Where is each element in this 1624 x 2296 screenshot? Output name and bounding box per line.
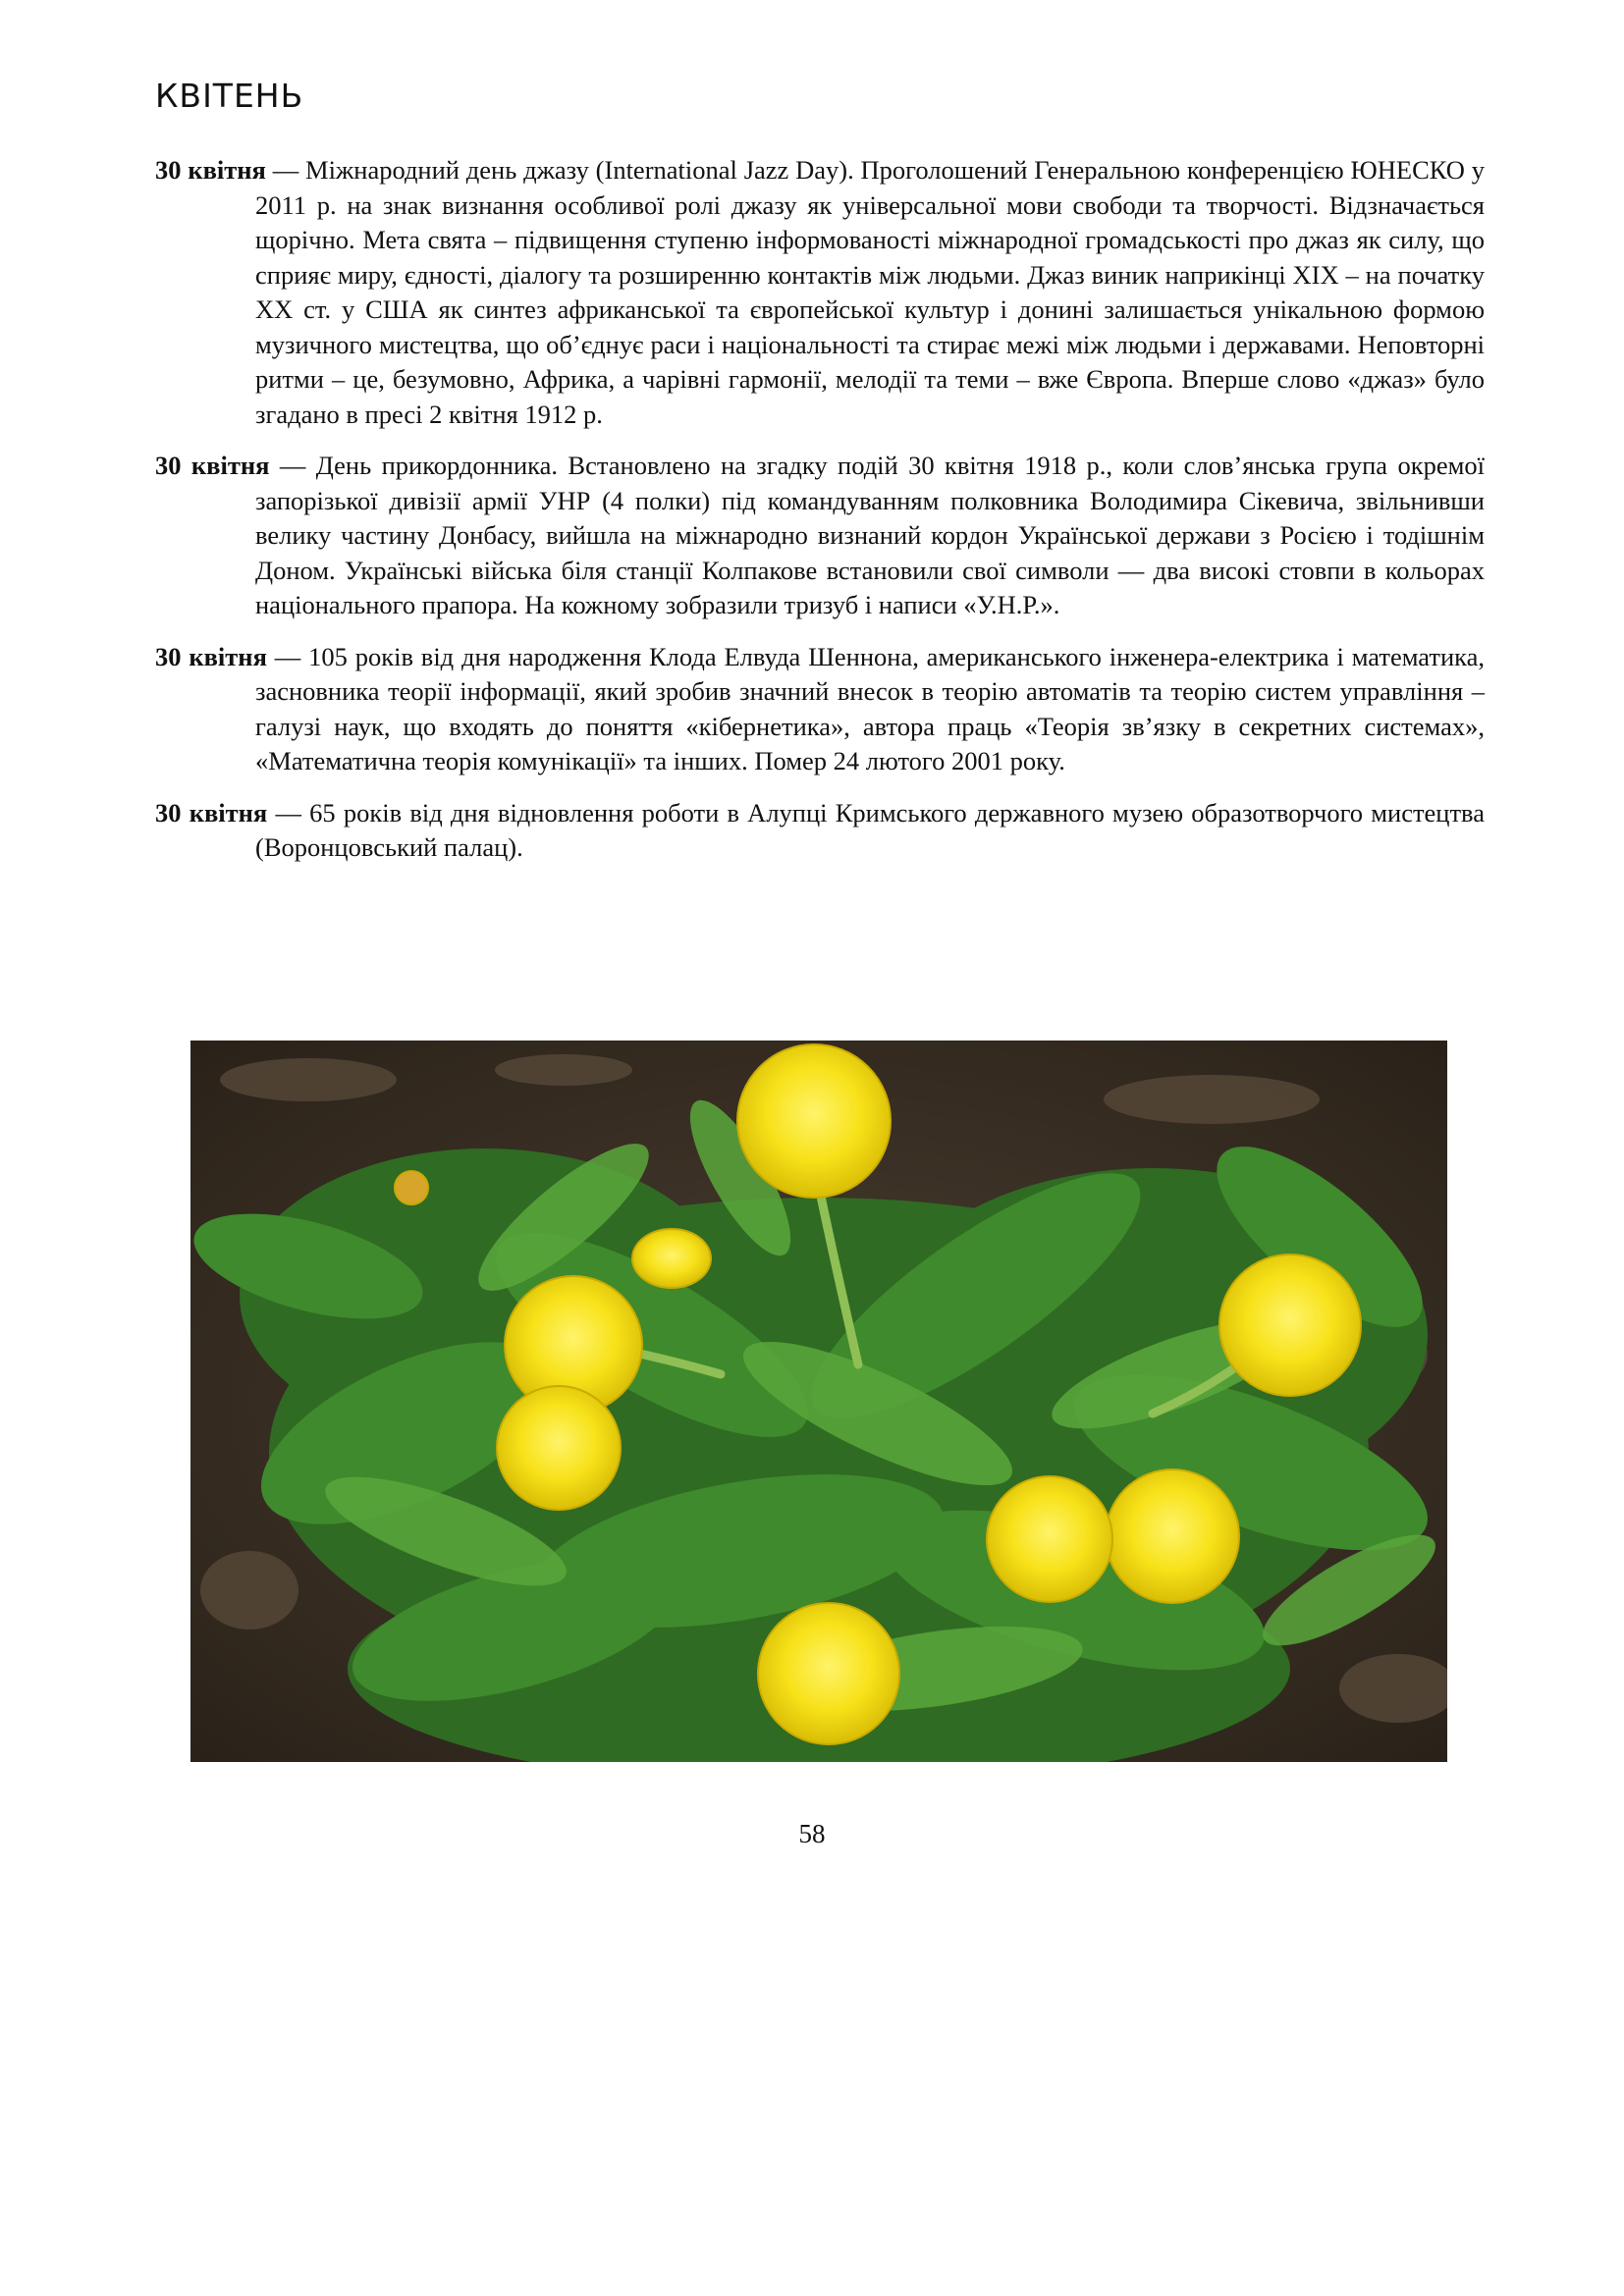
page-number: 58 — [798, 1819, 826, 1848]
page-heading: КВІТЕНЬ — [155, 77, 304, 115]
entry-text: — День прикордонника. Встановлено на згадку подій 30 квітня 1918 р., коли слов’янська група окремої запорізької дивізії армії УНР (4 полки) під командуванням полковника Володимира Сікевича, звільнивши велику частину Донбасу, вийшла на міжнародно визнаний кордон Української держави з Росією і тодішнім Доном. Українські війська біля станції Колпакове встановили свої символи — два високі стовпи в кольорах національного прапора. На кожному зобразили тризуб і написи «У.Н.Р.». — [255, 451, 1485, 619]
entry-date: 30 квітня — [155, 797, 268, 828]
entry-jazz-day — [155, 153, 1485, 432]
entries-list — [155, 153, 1485, 882]
dandelions-photo-drawing — [190, 1041, 1447, 1762]
dandelions-photo — [190, 1041, 1447, 1762]
entry-date: 30 квітня — [155, 641, 267, 671]
entry-text: — 65 років від дня відновлення роботи в Алупці Кримського державного музею образотворчого мистецтва (Воронцовський палац). — [255, 797, 1485, 862]
entry-shannon-anniversary — [155, 640, 1485, 779]
entry-border-guard-day — [155, 449, 1485, 623]
entry-date: 30 квітня — [155, 155, 266, 185]
entry-text: — Міжнародний день джазу (International Jazz Day). Проголошений Генеральною конференцією ЮНЕСКО у 2011 р. на знак визнання особливої ролі джазу як універсальної мови свободи та творчості. Відзначається щорічно. Мета свята – підвищення ступеню інформованості міжнародної громадськості про джаз як силу, що сприяє миру, єдності, діалогу та розширенню контактів між людьми. Джаз виник наприкінці ХІХ – на початку ХХ ст. у США як синтез африканської та європейської культур і донині залишається унікальною формою музичного мистецтва, що об’єднує раси і національності та стирає межі між людьми і державами. Неповторні ритми – це, безумовно, Африка, а чарівні гармонії, мелодії та теми – вже Європа. Вперше слово «джаз» було згадано в пресі 2 квітня 1912 р. — [255, 155, 1485, 429]
entry-date: 30 квітня — [155, 451, 270, 480]
entry-text: — 105 років від дня народження Клода Елвуда Шеннона, американського інженера-електрика і математика, засновника теорії інформації, який зробив значний внесок в теорію автоматів та теорію систем управління – галузі наук, що входять до поняття «кібернетика», автора праць «Теорія зв’язку в секретних системах», «Математична теорія комунікації» та інших. Помер 24 лютого 2001 року. — [255, 641, 1485, 775]
entry-vorontsov-palace — [155, 796, 1485, 866]
